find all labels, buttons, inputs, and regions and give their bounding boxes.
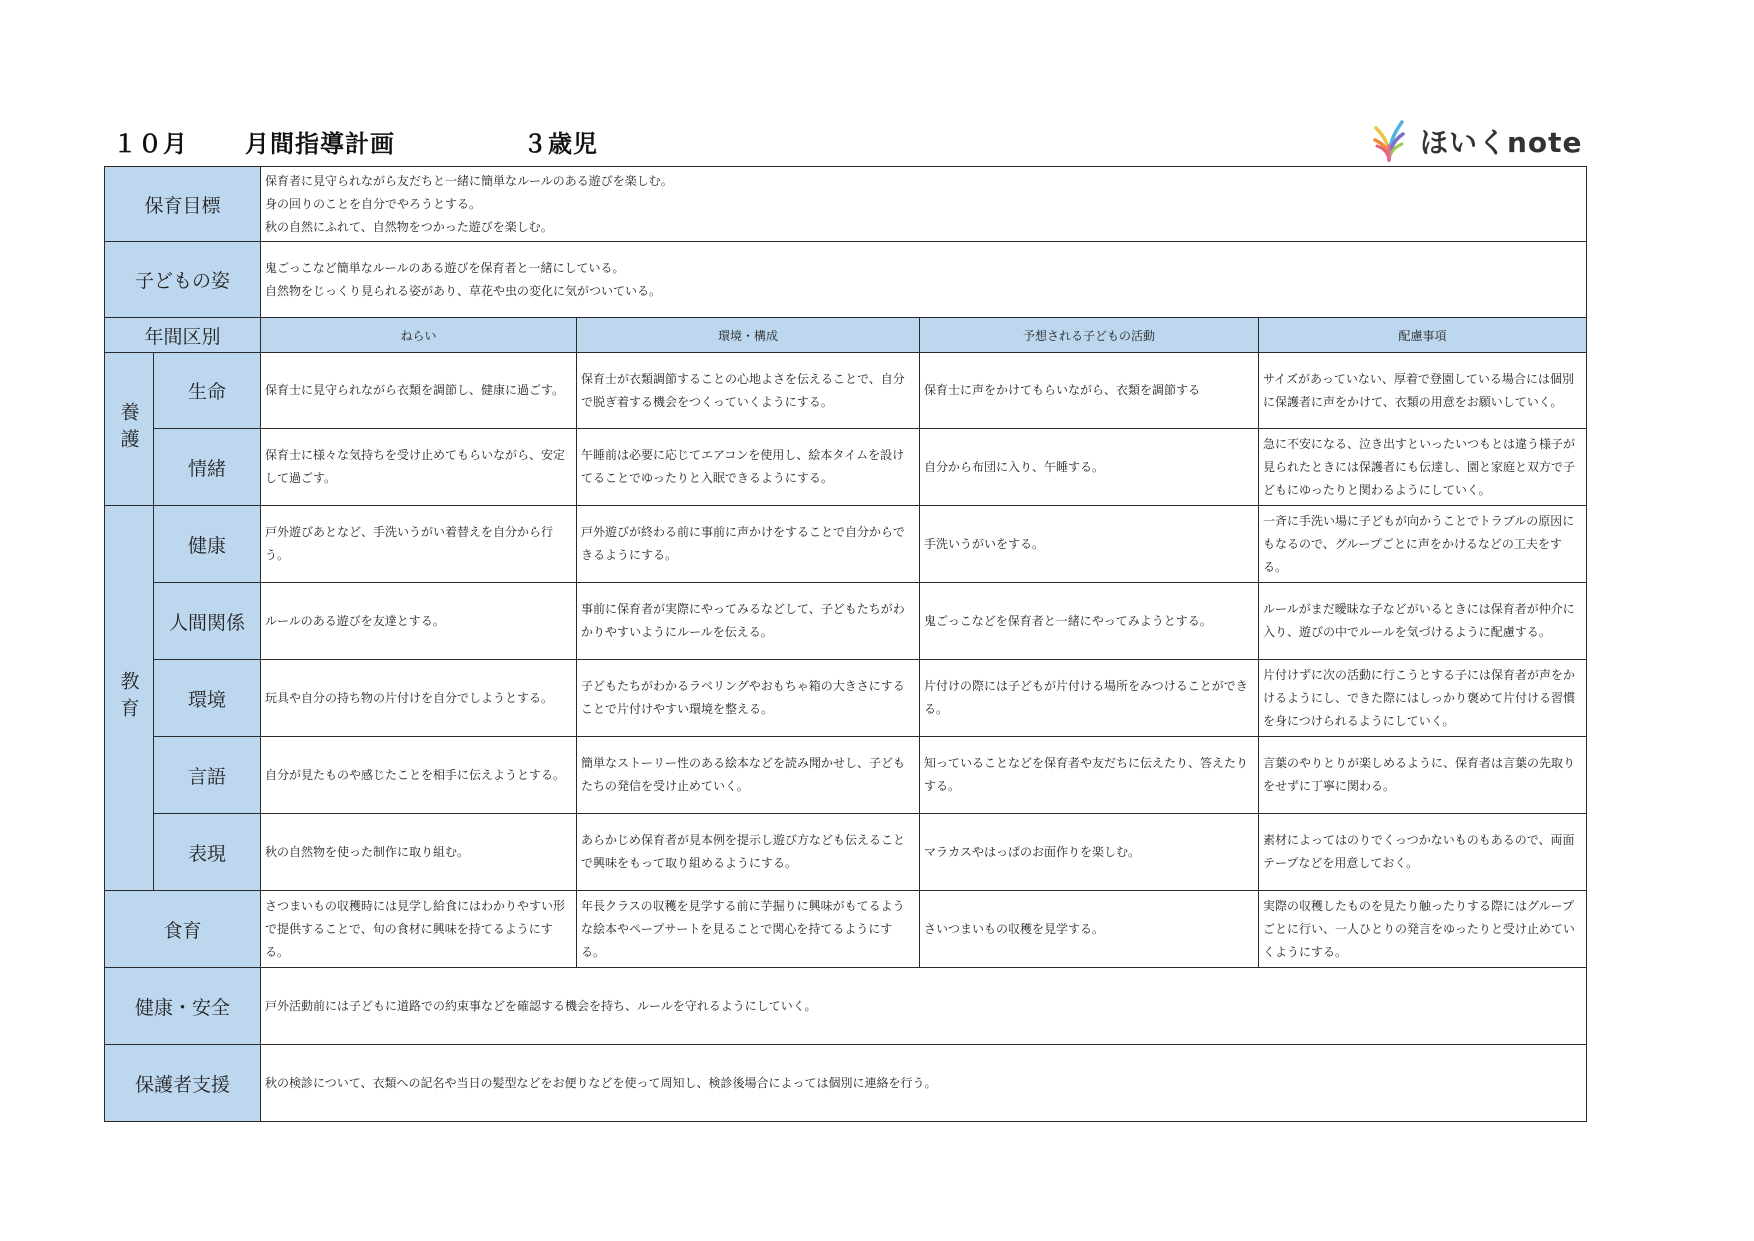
table-row	[105, 353, 1587, 429]
environment-cell: 午睡前は必要に応じてエアコンを使用し、絵本タイムを設けてることでゆったりと入眠できるようにする。	[577, 429, 920, 506]
consideration-cell: 素材によってはのりでくっつかないものもあるので、両面テープなどを用意しておく。	[1259, 814, 1587, 891]
parent-support-label: 保護者支援	[105, 1045, 261, 1122]
aim-cell: 保育士に様々な気持ちを受け止めてもらいながら、安定して過ごす。	[261, 429, 577, 506]
activity-cell: 知っていることなどを保育者や友だちに伝えたり、答えたりする。	[920, 737, 1259, 814]
food-education-row	[105, 891, 1587, 968]
area-label: 言語	[154, 737, 261, 814]
aim-header: ねらい	[261, 318, 577, 353]
environment-cell: 年長クラスの収穫を見学する前に芋掘りに興味がもてるような絵本やペープサートを見ることで関心を持てるようにする。	[577, 891, 920, 968]
monthly-plan-table	[104, 166, 1587, 1122]
aim-cell: 保育士に見守られながら衣類を調節し、健康に過ごす。	[261, 353, 577, 429]
goal-line: 保育者に見守られながら友だちと一緒に簡単なルールのある遊びを楽しむ。	[265, 173, 673, 188]
goals-label: 保育目標	[105, 167, 261, 242]
goals-row	[105, 167, 1587, 242]
aim-cell: 秋の自然物を使った制作に取り組む。	[261, 814, 577, 891]
education-group-label	[105, 506, 154, 891]
area-label: 生命	[154, 353, 261, 429]
table-row	[105, 429, 1587, 506]
aim-cell: 戸外遊びあとなど、手洗いうがい着替えを自分から行う。	[261, 506, 577, 583]
column-header-row	[105, 318, 1587, 353]
area-label: 情緒	[154, 429, 261, 506]
brand-name: ほいくnote	[1420, 126, 1583, 159]
area-label: 人間関係	[154, 583, 261, 660]
month-title: １０月	[113, 130, 188, 158]
aim-cell: ルールのある遊びを友達とする。	[261, 583, 577, 660]
consideration-cell: 一斉に手洗い場に子どもが向かうことでトラブルの原因にもなるので、グループごとに声をかけるなどの工夫をする。	[1259, 506, 1587, 583]
category-header: 年間区別	[105, 318, 261, 353]
consideration-cell: ルールがまだ曖昧な子などがいるときには保育者が仲介に入り、遊びの中でルールを気づけるように配慮する。	[1259, 583, 1587, 660]
consideration-cell: 実際の収穫したものを見たり触ったりする際にはグループごとに行い、一人ひとりの発言をゆったりと受け止めていくようにする。	[1259, 891, 1587, 968]
parent-support-row	[105, 1045, 1587, 1122]
consideration-header: 配慮事項	[1259, 318, 1587, 353]
food-education-label: 食育	[105, 891, 261, 968]
goals-text	[261, 167, 1587, 242]
environment-cell: 簡単なストーリー性のある絵本などを読み聞かせし、子どもたちの発信を受け止めていく。	[577, 737, 920, 814]
activity-cell: 手洗いうがいをする。	[920, 506, 1259, 583]
activity-cell: 保育士に声をかけてもらいながら、衣類を調節する	[920, 353, 1259, 429]
child-state-text	[261, 242, 1587, 318]
area-label: 健康	[154, 506, 261, 583]
activity-cell: マラカスやはっぱのお面作りを楽しむ。	[920, 814, 1259, 891]
table-row	[105, 506, 1587, 583]
sprout-logo-icon	[1372, 116, 1406, 166]
document-title: 月間指導計画	[245, 130, 395, 158]
child-state-row	[105, 242, 1587, 318]
age-group-title: ３歳児	[523, 130, 598, 158]
activity-cell: 自分から布団に入り、午睡する。	[920, 429, 1259, 506]
goal-line: 身の回りのことを自分でやろうとする。	[265, 196, 482, 211]
environment-cell: あらかじめ保育者が見本例を提示し遊び方なども伝えることで興味をもって取り組めるようにする。	[577, 814, 920, 891]
education-group-text: 教育	[117, 671, 140, 725]
activity-cell: 鬼ごっこなどを保育者と一緒にやってみようとする。	[920, 583, 1259, 660]
area-label: 環境	[154, 660, 261, 737]
area-label: 表現	[154, 814, 261, 891]
goal-line: 秋の自然にふれて、自然物をつかった遊びを楽しむ。	[265, 219, 553, 234]
care-group-label	[105, 353, 154, 506]
consideration-cell: 片付けずに次の活動に行こうとする子には保育者が声をかけるようにし、できた際にはしっかり褒めて片付ける習慣を身につけられるようにしていく。	[1259, 660, 1587, 737]
aim-cell: 自分が見たものや感じたことを相手に伝えようとする。	[261, 737, 577, 814]
table-row	[105, 660, 1587, 737]
aim-cell: 玩具や自分の持ち物の片付けを自分でしようとする。	[261, 660, 577, 737]
environment-header: 環境・構成	[577, 318, 920, 353]
table-row	[105, 583, 1587, 660]
health-safety-label: 健康・安全	[105, 968, 261, 1045]
consideration-cell: サイズがあっていない、厚着で登園している場合には個別に保護者に声をかけて、衣類の用意をお願いしていく。	[1259, 353, 1587, 429]
environment-cell: 戸外遊びが終わる前に事前に声かけをすることで自分からできるようにする。	[577, 506, 920, 583]
consideration-cell: 言葉のやりとりが楽しめるように、保育者は言葉の先取りをせずに丁寧に関わる。	[1259, 737, 1587, 814]
consideration-cell: 急に不安になる、泣き出すといったいつもとは違う様子が見られたときには保護者にも伝達し、園と家庭と双方で子どもにゆったりと関わるようにしていく。	[1259, 429, 1587, 506]
care-group-text: 養護	[117, 402, 140, 456]
parent-support-text: 秋の検診について、衣類への記名や当日の髪型などをお便りなどを使って周知し、検診後場合によっては個別に連絡を行う。	[261, 1045, 1587, 1122]
activity-cell: 片付けの際には子どもが片付ける場所をみつけることができる。	[920, 660, 1259, 737]
environment-cell: 事前に保育者が実際にやってみるなどして、子どもたちがわかりやすいようにルールを伝える。	[577, 583, 920, 660]
table-row	[105, 814, 1587, 891]
aim-cell: さつまいもの収穫時には見学し給食にはわかりやすい形で提供することで、旬の食材に興味を持てるようにする。	[261, 891, 577, 968]
activity-header: 予想される子どもの活動	[920, 318, 1259, 353]
child-state-label: 子どもの姿	[105, 242, 261, 318]
child-state-line: 自然物をじっくり見られる姿があり、草花や虫の変化に気がついている。	[265, 283, 662, 298]
environment-cell: 保育士が衣類調節することの心地よさを伝えることで、自分で脱ぎ着する機会をつくっていくようにする。	[577, 353, 920, 429]
brand-logo	[1372, 118, 1583, 164]
health-safety-row	[105, 968, 1587, 1045]
table-row	[105, 737, 1587, 814]
child-state-line: 鬼ごっこなど簡単なルールのある遊びを保育者と一緒にしている。	[265, 260, 625, 275]
activity-cell: さいつまいもの収穫を見学する。	[920, 891, 1259, 968]
environment-cell: 子どもたちがわかるラベリングやおもちゃ箱の大きさにすることで片付けやすい環境を整える。	[577, 660, 920, 737]
health-safety-text: 戸外活動前には子どもに道路での約束事などを確認する機会を持ち、ルールを守れるようにしていく。	[261, 968, 1587, 1045]
